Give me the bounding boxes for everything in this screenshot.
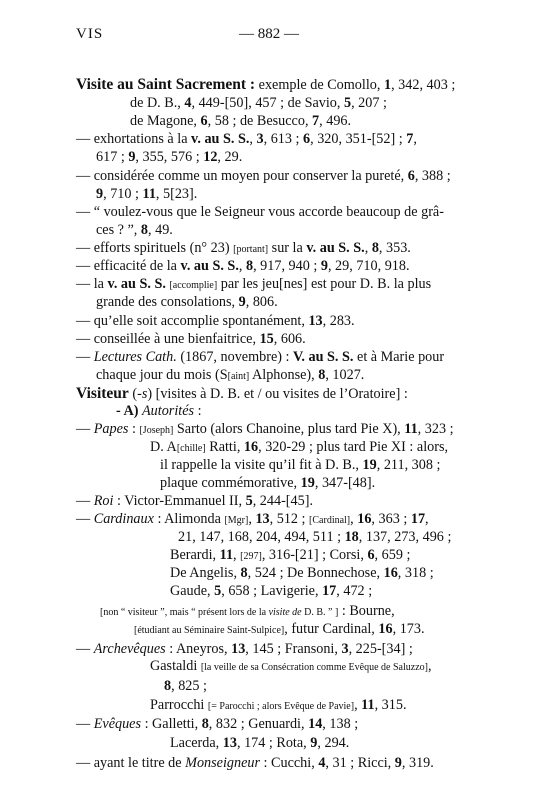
index-text: 13 (308, 313, 323, 329)
index-text: v. au S. S. (306, 240, 365, 256)
page-number: — 882 — (239, 26, 299, 42)
index-text: , (413, 131, 417, 147)
index-text: Cardinaux (93, 511, 154, 527)
index-text: , 5[23]. (155, 186, 198, 202)
index-line (76, 755, 434, 772)
index-text: [Cardinal] (309, 515, 351, 526)
index-text: v. au S. S. (180, 258, 239, 274)
index-text: — conseillée à une bienfaitrice, (76, 331, 260, 347)
index-text: [non “ visiteur ”, mais “ présent lors de la (100, 607, 269, 618)
index-text: , 31 ; Ricci, (325, 755, 395, 771)
index-text: : Victor-Emmanuel II, (113, 493, 246, 509)
index-text: , (350, 511, 358, 527)
index-text: D. B. ” ] (301, 607, 339, 618)
index-text: : (128, 421, 140, 437)
index-line (76, 313, 355, 330)
index-text: 19 (362, 457, 377, 473)
index-text: [étudiant au Séminaire Saint-Sulpice] (134, 625, 285, 636)
index-text: Visite au Saint Sacrement : (76, 76, 256, 93)
index-text: ces ? ”, (96, 222, 141, 238)
index-line (96, 367, 364, 385)
index-text: , 355, 576 ; (135, 149, 204, 165)
running-head-letters: VIS (76, 26, 104, 42)
index-text: et à Marie pour (353, 349, 445, 365)
index-text: [= Parocchi ; alors Evêque de Pavie] (207, 701, 355, 712)
index-text: 17 (410, 511, 426, 527)
index-text: : Cucchi, (260, 755, 319, 771)
index-text: 5 (245, 493, 253, 509)
index-line (170, 583, 372, 600)
index-text: exemple de Comollo, (255, 77, 384, 93)
index-line (76, 349, 444, 366)
index-line (76, 204, 444, 221)
index-text: 1 (383, 77, 392, 93)
index-text: [297] (240, 551, 262, 562)
index-text: , 316-[21] ; Corsi, (261, 547, 368, 563)
index-text: , 283. (322, 313, 355, 329)
index-text: , 58 ; de Besucco, (207, 113, 313, 129)
index-text: 11 (361, 697, 375, 713)
index-text: , 1027. (325, 367, 365, 383)
index-text: Visiteur (76, 385, 129, 402)
index-text: 13 (255, 511, 270, 527)
index-text: 13 (222, 735, 237, 751)
index-text: , (354, 697, 362, 713)
index-text: 19 (300, 475, 315, 491)
index-text: : (194, 403, 202, 419)
index-line (76, 716, 358, 733)
index-text: — considérée comme un moyen pour conserver la pureté, (76, 168, 408, 184)
index-text: 16 (383, 565, 398, 581)
index-text: 7 (312, 113, 320, 129)
index-text: 12 (203, 149, 218, 165)
index-text: D. A (150, 439, 177, 455)
index-text: , 49. (148, 222, 173, 238)
index-text: 11 (219, 547, 234, 563)
index-text: , futur Cardinal, (284, 621, 379, 637)
index-text: 8 (201, 716, 209, 732)
index-text: visite de (268, 607, 302, 618)
index-line (170, 735, 349, 752)
index-line (96, 149, 242, 166)
index-text: 15 (259, 331, 274, 347)
index-text: Parrocchi (150, 697, 208, 713)
index-text: — (76, 641, 94, 657)
index-line (76, 76, 455, 94)
index-line (96, 222, 173, 239)
index-text: [accomplie] (169, 280, 218, 291)
index-line (170, 565, 434, 582)
index-text: : Aneyros, (165, 641, 232, 657)
index-text: Autorités (142, 403, 195, 419)
index-line (76, 168, 451, 185)
index-line (96, 294, 278, 311)
index-text: , 658 ; Lavigerie, (221, 583, 323, 599)
index-text: , 137, 273, 496 ; (358, 529, 452, 545)
index-text: Ratti, (205, 439, 244, 455)
index-text: ( (128, 386, 138, 402)
index-text: , 710 ; (103, 186, 143, 202)
index-text: Papes (93, 421, 129, 437)
index-text: — ayant le titre de (76, 755, 186, 771)
index-line (164, 678, 207, 695)
index-text: -s (137, 386, 148, 402)
index-text: 6 (200, 113, 208, 129)
index-text: — efficacité de la (76, 258, 181, 274)
index-line (76, 641, 413, 658)
index-text: , (364, 240, 372, 256)
index-text: il rappelle la visite qu’il fit à D. B., (160, 457, 363, 473)
index-line (116, 403, 202, 420)
index-text: 5 (214, 583, 222, 599)
index-text: , 449-[50], 457 ; de Savio, (191, 95, 344, 111)
index-text: , 825 ; (171, 678, 207, 694)
index-text: 9 (128, 149, 136, 165)
index-text: [la veille de sa Consécration comme Evêque de Saluzzo] (200, 662, 428, 673)
index-line (76, 493, 313, 510)
index-text: , 832 ; Genuardi, (208, 716, 309, 732)
index-text: , 174 ; Rota, (236, 735, 311, 751)
index-text: 617 ; (96, 149, 129, 165)
index-text: , 606. (273, 331, 306, 347)
index-text: Archevêques (93, 641, 166, 657)
index-text: , (425, 511, 429, 527)
index-line (76, 240, 411, 258)
index-text: , 315. (374, 697, 407, 713)
index-text: par les jeu[nes] est pour D. B. la plus (217, 276, 432, 292)
index-text: — exhortations à la (76, 131, 192, 147)
index-text: — qu’elle soit accomplie spontanément, (76, 313, 309, 329)
index-text: sur la (268, 240, 307, 256)
index-text: 18 (344, 529, 359, 545)
index-text: — efforts spirituels (n° 23) (76, 240, 234, 256)
index-line (134, 621, 425, 639)
index-text: , 225-[34] ; (348, 641, 413, 657)
index-text: — (76, 511, 94, 527)
index-text: 11 (142, 186, 156, 202)
index-text: ) [visites à D. B. et / ou visites de l’Oratoire] : (147, 386, 408, 402)
index-text: 11 (404, 421, 418, 437)
index-text: Gastaldi (150, 658, 201, 674)
index-text: , 613 ; (263, 131, 304, 147)
index-text: 3 (256, 131, 264, 147)
index-text: 8 (318, 367, 326, 383)
index-text: , (248, 511, 256, 527)
index-line (76, 421, 454, 439)
index-text: Monseigneur (185, 755, 260, 771)
index-text: v. au S. S. (107, 276, 166, 292)
index-text: De Angelis, (170, 565, 241, 581)
index-text: 9 (320, 258, 328, 274)
index-line (76, 276, 431, 294)
index-text: , 388 ; (414, 168, 451, 184)
index-text: 21, 147, 168, 204, 494, 511 ; (178, 529, 345, 545)
index-text: , (233, 547, 241, 563)
index-text: [portant] (233, 244, 269, 255)
index-line (96, 186, 197, 203)
index-text: , (249, 131, 257, 147)
index-line (76, 385, 408, 403)
index-line (130, 113, 351, 130)
index-text: Roi (93, 493, 114, 509)
index-text: 17 (322, 583, 337, 599)
index-text: 7 (406, 131, 414, 147)
index-text: (1867, novembre) : (176, 349, 293, 365)
index-text: , 29, 710, 918. (327, 258, 410, 274)
index-text: 9 (96, 186, 104, 202)
index-text: 5 (343, 95, 352, 111)
index-text: Lacerda, (170, 735, 223, 751)
index-text: [aint] (227, 371, 250, 382)
index-text: 14 (308, 716, 323, 732)
index-line (130, 95, 387, 112)
index-line (160, 457, 440, 474)
index-text: , 211, 308 ; (376, 457, 441, 473)
index-text: : Bourne, (338, 603, 395, 619)
index-text: de D. B., (130, 95, 185, 111)
index-text: 6 (367, 547, 375, 563)
index-text: , 29. (217, 149, 243, 165)
index-line (100, 603, 395, 621)
index-text: , 512 ; (269, 511, 310, 527)
index-text: 8 (245, 258, 254, 274)
index-text: , 138 ; (322, 716, 359, 732)
index-text: , 244-[45]. (252, 493, 313, 509)
index-text: — (76, 493, 94, 509)
index-text: Lectures Cath. (93, 349, 177, 365)
index-text: 8 (240, 565, 248, 581)
index-text: , 145 ; Fransoni, (245, 641, 342, 657)
index-text: [Joseph] (139, 425, 174, 436)
index-text: , 472 ; (336, 583, 373, 599)
index-text: 4 (318, 755, 326, 771)
index-text: : Alimonda (153, 511, 225, 527)
index-text: , 320, 351-[52] ; (310, 131, 407, 147)
index-text: grande des consolations, (96, 294, 239, 310)
index-text: Evêques (93, 716, 142, 732)
index-text: , 173. (392, 621, 425, 637)
index-text: 8 (164, 678, 172, 694)
index-text: plaque commémorative, (160, 475, 301, 491)
index-text: , 323 ; (417, 421, 454, 437)
index-text: 9 (238, 294, 246, 310)
index-line (76, 511, 429, 529)
index-text: , 320-29 ; plus tard Pie XI : alors, (258, 439, 449, 455)
index-text: [chille] (176, 443, 206, 454)
index-text: 8 (371, 240, 379, 256)
index-text: — la (76, 276, 108, 292)
index-text: , 806. (245, 294, 278, 310)
index-text: chaque jour du mois (S (96, 367, 228, 383)
index-text: — (76, 421, 94, 437)
index-text: , 207 ; (351, 95, 387, 111)
index-text: 13 (231, 641, 246, 657)
index-text: 16 (378, 621, 393, 637)
index-text: , 347-[48]. (314, 475, 376, 491)
index-text: 3 (341, 641, 349, 657)
index-text: , 524 ; De Bonnechose, (247, 565, 384, 581)
index-text: , (238, 258, 246, 274)
index-text: , 342, 403 ; (391, 77, 456, 93)
index-text: : Galletti, (141, 716, 202, 732)
index-line (150, 697, 407, 715)
index-text: V. au S. S. (293, 349, 354, 365)
index-text: , 659 ; (374, 547, 411, 563)
index-text: Berardi, (170, 547, 220, 563)
index-text: [Mgr] (224, 515, 249, 526)
index-text: , 353. (378, 240, 411, 256)
index-text: 4 (184, 95, 192, 111)
index-text: 9 (394, 755, 402, 771)
index-line (160, 475, 375, 492)
index-text: Gaude, (170, 583, 215, 599)
index-line (150, 439, 448, 457)
index-text: 6 (407, 168, 415, 184)
index-line (178, 529, 451, 546)
index-text: , (427, 658, 432, 674)
index-text: , 496. (319, 113, 352, 129)
index-text: 16 (243, 439, 259, 455)
index-text: , 319. (401, 755, 434, 771)
index-text: 6 (303, 131, 311, 147)
index-line (170, 547, 410, 565)
index-text: Sarto (alors Chanoine, plus tard Pie X), (173, 421, 405, 437)
index-text: - A) (116, 403, 143, 419)
index-text: , 294. (317, 735, 350, 751)
index-line (76, 258, 410, 275)
index-text: 8 (140, 222, 148, 238)
index-text: v. au S. S. (191, 131, 250, 147)
index-text: — “ voulez-vous que le Seigneur vous accorde beaucoup de grâ- (76, 204, 444, 220)
index-text: , 917, 940 ; (253, 258, 321, 274)
index-text: — (76, 349, 94, 365)
index-text: — (76, 716, 94, 732)
index-text: Alphonse), (249, 367, 319, 383)
index-text: 9 (310, 735, 318, 751)
index-text: 16 (357, 511, 372, 527)
index-text: , 363 ; (371, 511, 411, 527)
index-line (76, 131, 417, 148)
index-line (150, 658, 432, 676)
index-text: , 318 ; (397, 565, 434, 581)
index-text: de Magone, (130, 113, 201, 129)
index-line (76, 331, 306, 348)
